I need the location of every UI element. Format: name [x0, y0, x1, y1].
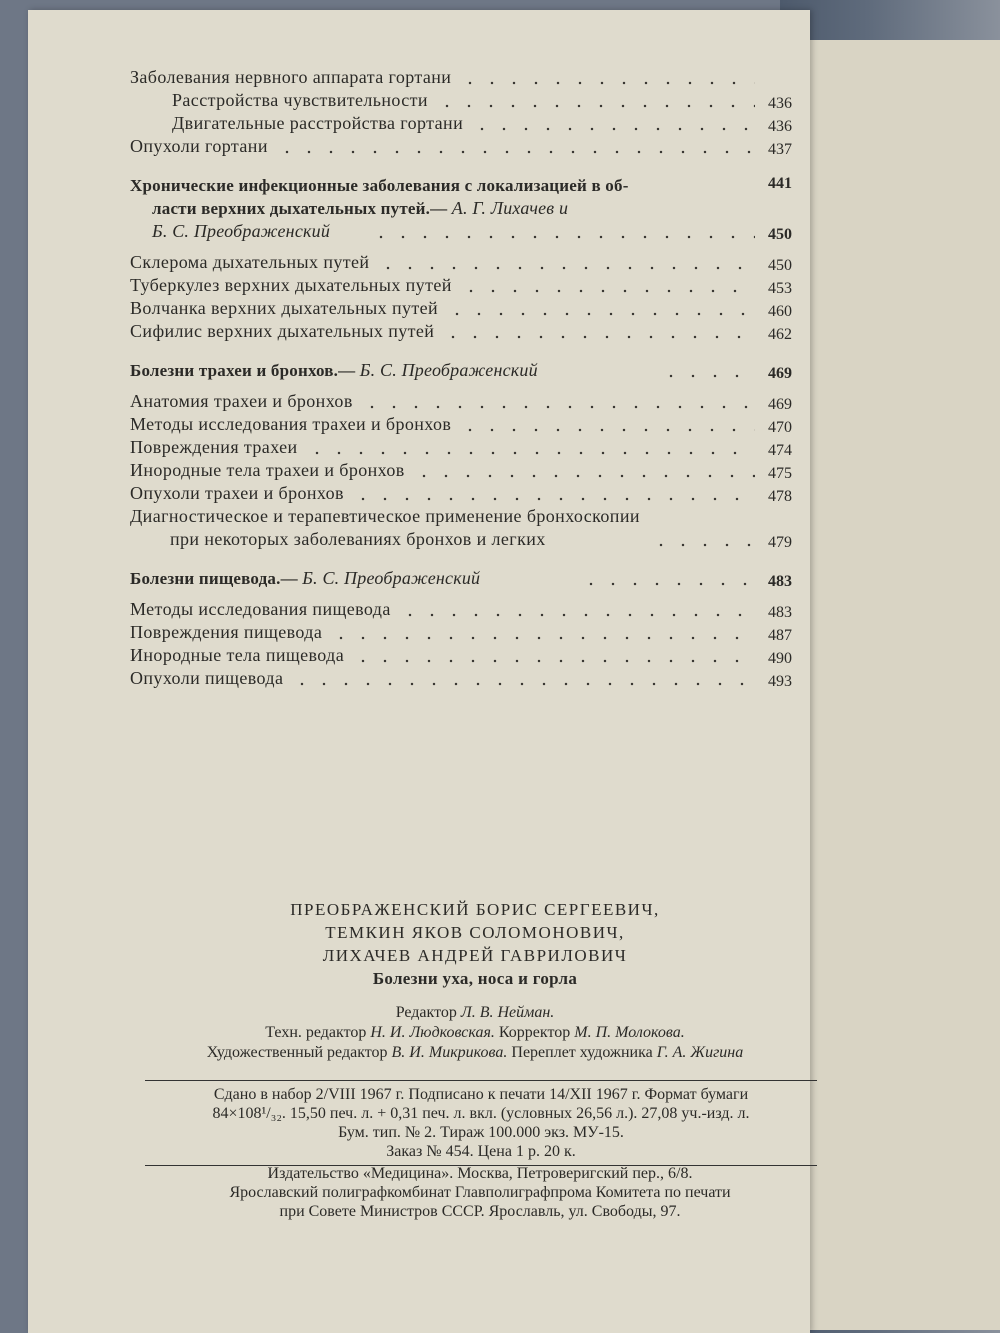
author-name: ЛИХАЧЕВ АНДРЕЙ ГАВРИЛОВИЧ: [322, 946, 628, 965]
toc-entry-title: Повреждения пищевода: [130, 622, 323, 642]
toc-page-number: 441: [768, 175, 792, 192]
toc-entry-title: Двигательные расстройства гортани: [172, 113, 464, 133]
dot-leader: [413, 474, 755, 478]
toc-entry-title: Склерома дыхательных путей: [130, 252, 370, 272]
toc-section-title: Хронические инфекционные заболевания с локализацией в об- 441: [130, 174, 800, 197]
toc-entry: [130, 436, 800, 459]
toc-entry-title: Волчанка верхних дыхательных путей: [130, 298, 439, 318]
toc-entry-title: Повреждения трахеи: [130, 437, 298, 457]
author-name: ПРЕОБРАЖЕНСКИЙ БОРИС СЕРГЕЕВИЧ,: [290, 900, 660, 919]
dot-leader: [306, 451, 755, 455]
toc-entry: [130, 135, 800, 158]
book-title: Болезни уха, носа и горла: [372, 969, 578, 988]
toc-page-number: 483: [768, 573, 792, 590]
toc-entry: [130, 274, 800, 297]
dot-leader: [352, 659, 755, 663]
toc-entry: [130, 667, 800, 690]
order-line: Заказ № 454. Цена 1 р. 20 к.: [386, 1143, 576, 1160]
toc-entry: [130, 598, 800, 621]
toc-entry: [130, 413, 800, 436]
toc-entry-cont: при некоторых заболеваниях бронхов и легких 479: [130, 528, 800, 551]
toc-page-number: 436: [768, 118, 792, 135]
dot-leader: [399, 613, 755, 617]
toc-page-number: 437: [768, 141, 792, 158]
toc-entry-title: Опухоли пищевода: [130, 668, 284, 688]
dot-leader: [460, 289, 755, 293]
publisher-line: при Совете Министров СССР. Ярославль, ул. Свободы, 97.: [279, 1203, 681, 1220]
toc-entry-title: Инородные тела пищевода: [130, 645, 345, 665]
toc-entry-title: Туберкулез верхних дыхательных путей: [130, 275, 452, 295]
dot-leader: [459, 428, 755, 432]
publisher-info: [150, 1164, 810, 1221]
dot-leader: [442, 335, 755, 339]
toc-entry: [130, 390, 800, 413]
toc-entry: [130, 644, 800, 667]
toc-section-trachea: [130, 359, 800, 382]
toc-entry: [130, 89, 800, 112]
imprint: [130, 898, 820, 1063]
toc-page-number: 460: [768, 303, 792, 320]
dot-leader: [459, 81, 755, 85]
print-line: 84×108¹/₃₂. 15,50 печ. л. + 0,31 печ. л. вкл. (условных 26,56 л.). 27,08 уч.-изд. л.: [212, 1105, 750, 1122]
toc-entry: [130, 621, 800, 644]
toc-entry-title: Анатомия трахеи и бронхов: [130, 391, 353, 411]
toc-page-number: 474: [768, 442, 792, 459]
toc-page-number: 450: [768, 257, 792, 274]
toc-entry-title: Методы исследования трахеи и бронхов: [130, 414, 452, 434]
toc-page-number: 469: [768, 396, 792, 413]
dot-leader: [446, 312, 755, 316]
toc-section-title: Болезни трахеи и бронхов.— Б. С. Преображенский 469: [130, 359, 800, 382]
toc-entry: [130, 297, 800, 320]
author-name: ТЕМКИН ЯКОВ СОЛОМОНОВИЧ,: [325, 923, 625, 942]
dot-leader: [291, 682, 755, 686]
dot-leader: [352, 497, 755, 501]
toc-entry: [130, 459, 800, 482]
toc-entry-title: Опухоли трахеи и бронхов: [130, 483, 344, 503]
dot-leader: [330, 636, 755, 640]
toc-section-chronic-infections: [130, 174, 800, 243]
toc-entry: [130, 251, 800, 274]
toc-page-number: 490: [768, 650, 792, 667]
toc-page-number: 487: [768, 627, 792, 644]
toc-page-number: 478: [768, 488, 792, 505]
table-of-contents: [130, 66, 800, 690]
toc-page-number: 453: [768, 280, 792, 297]
publisher-line: Ярославский полиграфкомбинат Главполиграфпрома Комитета по печати: [229, 1184, 731, 1201]
toc-entry-title: Заболевания нервного аппарата гортани: [130, 67, 452, 87]
dot-leader: [276, 150, 755, 154]
toc-page-number: 493: [768, 673, 792, 690]
dot-leader: [361, 405, 755, 409]
toc-entry-title: Расстройства чувствительности: [172, 90, 428, 110]
print-line: Сдано в набор 2/VIII 1967 г. Подписано к печати 14/XII 1967 г. Формат бумаги: [213, 1086, 749, 1103]
toc-entry: [130, 66, 800, 89]
toc-entry: Диагностическое и терапевтическое применение бронхоскопии: [130, 506, 640, 526]
toc-entry-title: Опухоли гортани: [130, 136, 268, 156]
toc-page-number: 470: [768, 419, 792, 436]
dot-leader: [436, 104, 755, 108]
toc-page-number: 469: [768, 365, 792, 382]
toc-section-author: Б. С. Преображенский 450: [130, 220, 800, 243]
publisher-line: Издательство «Медицина». Москва, Петроверигский пер., 6/8.: [267, 1165, 693, 1182]
toc-entry-title: Сифилис верхних дыхательных путей: [130, 321, 435, 341]
toc-entry-title: Инородные тела трахеи и бронхов: [130, 460, 405, 480]
toc-section-esophagus: [130, 567, 800, 590]
dot-leader: [377, 266, 755, 270]
toc-page-number: 450: [768, 226, 792, 243]
toc-entry: [130, 320, 800, 343]
toc-page-number: 462: [768, 326, 792, 343]
authors-list: [130, 898, 820, 967]
toc-page-number: 475: [768, 465, 792, 482]
toc-section-title: Болезни пищевода.— Б. С. Преображенский 483: [130, 567, 800, 590]
toc-section-title-cont: ласти верхних дыхательных путей.— А. Г. Лихачев и: [152, 198, 569, 218]
toc-entry: [130, 482, 800, 505]
adjacent-page: [805, 40, 1000, 1330]
toc-entry-title: Методы исследования пищевода: [130, 599, 391, 619]
credits: Редактор Л. В. Нейман. Техн. редактор Н. И. Людковская. Корректор М. П. Молокова. Художественный редактор В. И. Микрикова. Переплет художника Г. А. Жигина: [206, 1004, 744, 1061]
toc-page-number: 436: [768, 95, 792, 112]
toc-entry: [130, 112, 800, 135]
print-line: Бум. тип. № 2. Тираж 100.000 экз. МУ-15.: [338, 1124, 624, 1141]
toc-page-number: 483: [768, 604, 792, 621]
toc-page-number: 479: [768, 534, 792, 551]
dot-leader: [471, 127, 755, 131]
print-details: [145, 1076, 817, 1170]
